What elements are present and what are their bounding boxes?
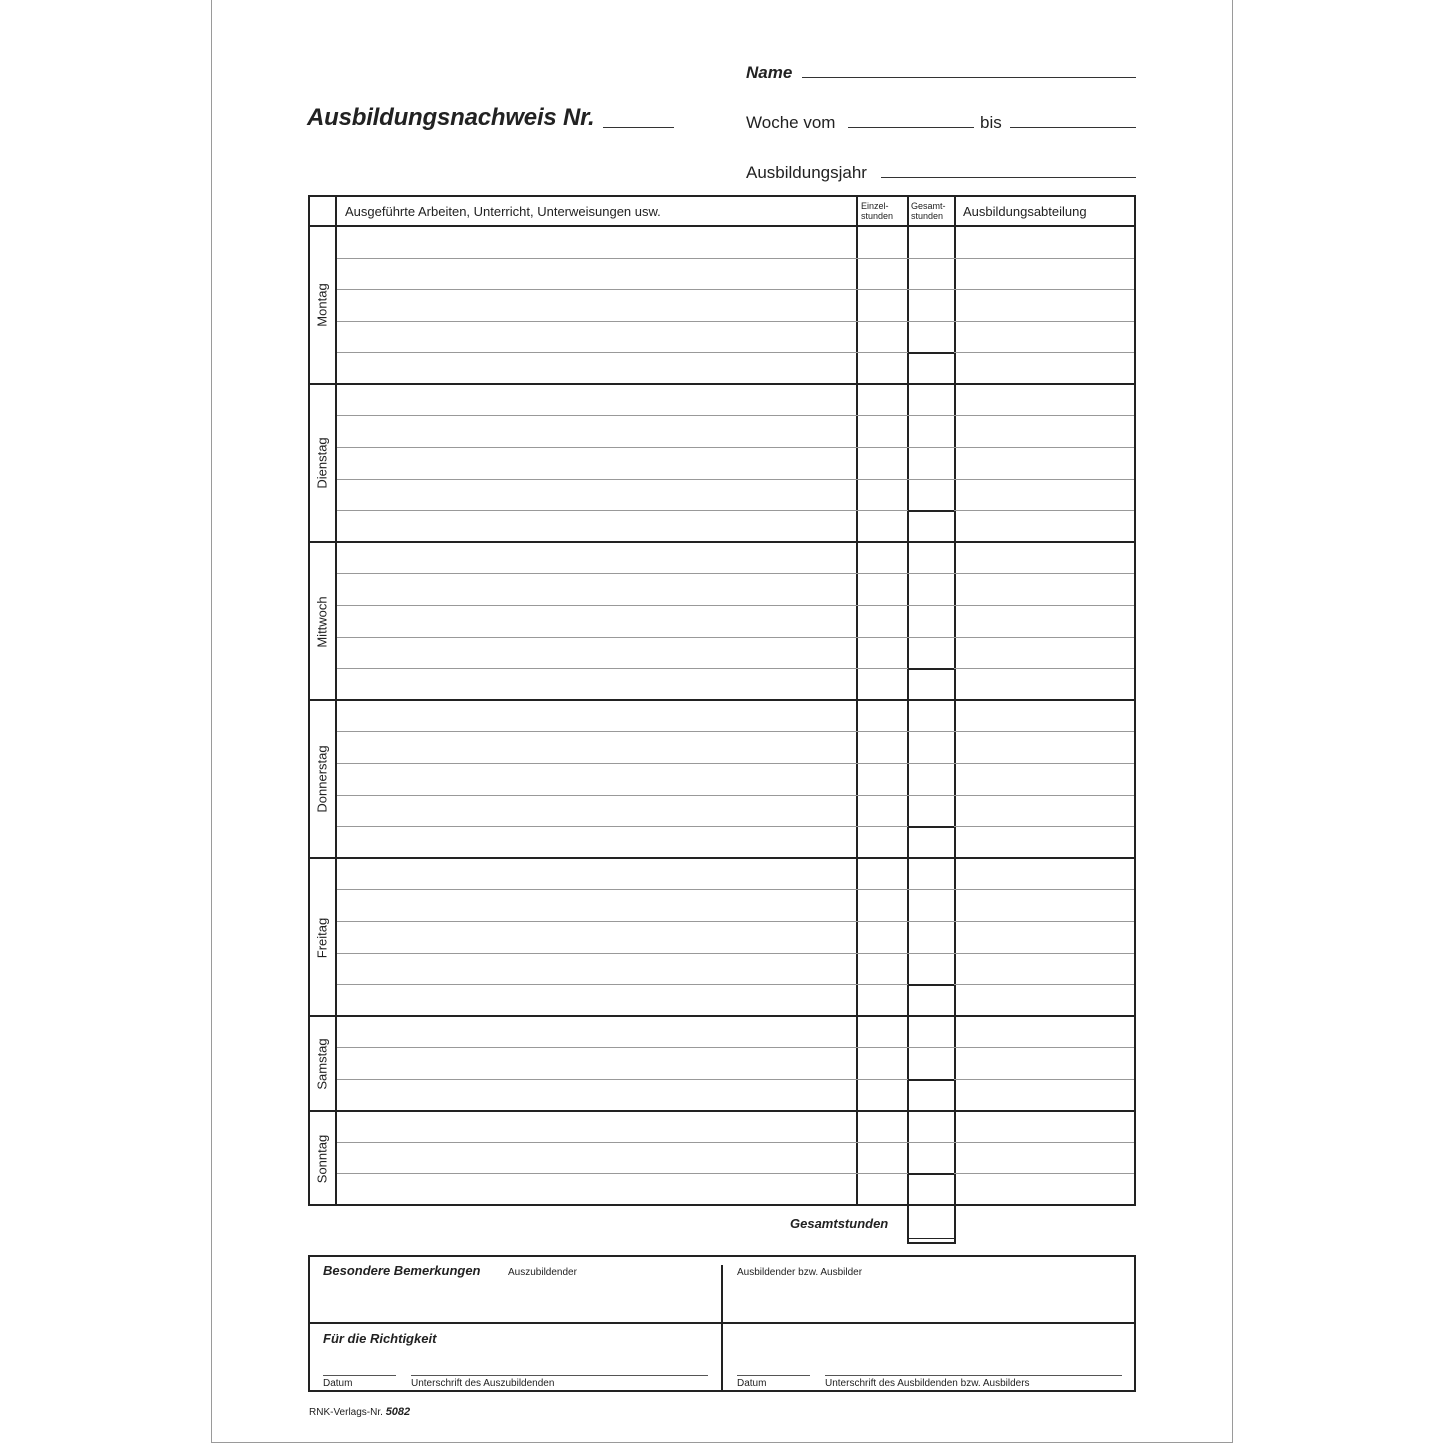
day-label-freitag: Freitag — [314, 917, 330, 959]
entry-line[interactable] — [337, 668, 1134, 669]
entry-line[interactable] — [337, 889, 1134, 890]
datum-right-line[interactable] — [737, 1375, 810, 1376]
col-header-einzel-line2: stunden — [861, 211, 894, 221]
datum-right-label: Datum — [737, 1378, 767, 1389]
col-header-einzel-line1: Einzel- — [861, 201, 889, 211]
entry-line[interactable] — [337, 479, 1134, 480]
entry-line[interactable] — [337, 953, 1134, 954]
total-hours-label: Gesamtstunden — [790, 1216, 889, 1231]
col-header-gesamt-line1: Gesamt- — [911, 201, 946, 211]
publisher-number — [309, 1406, 410, 1418]
entry-line[interactable] — [337, 826, 1134, 827]
bis-label: bis — [980, 113, 1002, 132]
entry-line[interactable] — [337, 510, 1134, 511]
day-label-mittwoch: Mittwoch — [314, 596, 330, 648]
day-label-donnerstag: Donnerstag — [314, 745, 330, 813]
entry-line[interactable] — [337, 1173, 1134, 1174]
entry-line[interactable] — [337, 321, 1134, 322]
day-divider — [309, 1110, 1135, 1112]
entry-line[interactable] — [337, 415, 1134, 416]
bis-field-line[interactable] — [1010, 127, 1136, 128]
day-total-divider — [908, 510, 954, 512]
ausbildungsjahr-label: Ausbildungsjahr — [746, 163, 867, 182]
entry-line[interactable] — [337, 637, 1134, 638]
sig-trainee-label: Unterschrift des Auszubildenden — [411, 1378, 555, 1389]
day-divider — [309, 541, 1135, 543]
woche-vom-label: Woche vom — [746, 113, 836, 132]
publisher-code: 5082 — [385, 1406, 411, 1418]
day-total-divider — [908, 352, 954, 354]
entry-line[interactable] — [337, 289, 1134, 290]
datum-left-label: Datum — [323, 1378, 353, 1389]
entry-line[interactable] — [337, 795, 1134, 796]
day-divider — [309, 383, 1135, 385]
day-divider — [309, 1015, 1135, 1017]
day-divider — [309, 857, 1135, 859]
remarks-trainee-label: Auszubildender — [508, 1267, 577, 1278]
col-header-gesamt-line2: stunden — [911, 211, 944, 221]
entry-line[interactable] — [337, 921, 1134, 922]
remarks-center-divider — [721, 1265, 723, 1392]
day-total-divider — [908, 668, 954, 670]
entry-line[interactable] — [337, 731, 1134, 732]
entry-line[interactable] — [337, 1079, 1134, 1080]
remarks-row-divider — [309, 1322, 1135, 1324]
ausbildungsjahr-field-line[interactable] — [881, 177, 1136, 178]
name-label: Name — [746, 63, 793, 82]
entry-line[interactable] — [337, 1047, 1134, 1048]
nr-field-line[interactable] — [603, 127, 674, 128]
day-total-divider — [908, 984, 954, 986]
publisher-prefix: RNK-Verlags-Nr. — [309, 1407, 383, 1418]
entry-line[interactable] — [337, 258, 1134, 259]
entry-line[interactable] — [337, 1142, 1134, 1143]
entry-line[interactable] — [337, 605, 1134, 606]
entry-line[interactable] — [337, 763, 1134, 764]
day-divider — [309, 699, 1135, 701]
day-total-divider — [908, 826, 954, 828]
col-header-work: Ausgeführte Arbeiten, Unterricht, Unterweisungen usw. — [345, 204, 661, 219]
entry-line[interactable] — [337, 984, 1134, 985]
sig-trainee-line[interactable] — [411, 1375, 708, 1376]
datum-left-line[interactable] — [323, 1375, 396, 1376]
day-label-sonntag: Sonntag — [314, 1134, 330, 1184]
entry-line[interactable] — [337, 573, 1134, 574]
day-total-divider — [908, 1173, 954, 1175]
day-total-divider — [908, 1079, 954, 1081]
day-label-montag: Montag — [314, 283, 330, 327]
day-label-samstag: Samstag — [314, 1038, 330, 1090]
sig-trainer-label: Unterschrift des Ausbildenden bzw. Ausbilders — [825, 1378, 1030, 1389]
entry-line[interactable] — [337, 352, 1134, 353]
remarks-trainer-label: Ausbildender bzw. Ausbilder — [737, 1267, 863, 1278]
name-field-line[interactable] — [802, 77, 1136, 78]
entry-line[interactable] — [337, 447, 1134, 448]
form-title: Ausbildungsnachweis Nr. — [307, 104, 595, 131]
sig-trainer-line[interactable] — [825, 1375, 1122, 1376]
header-row-divider — [309, 225, 1135, 227]
col-header-abteilung: Ausbildungsabteilung — [963, 204, 1087, 219]
day-label-dienstag: Dienstag — [314, 437, 330, 489]
total-double-underline — [909, 1238, 954, 1239]
remarks-title: Besondere Bemerkungen — [323, 1263, 481, 1278]
woche-vom-field-line[interactable] — [848, 127, 974, 128]
correctness-title: Für die Richtigkeit — [323, 1331, 437, 1346]
